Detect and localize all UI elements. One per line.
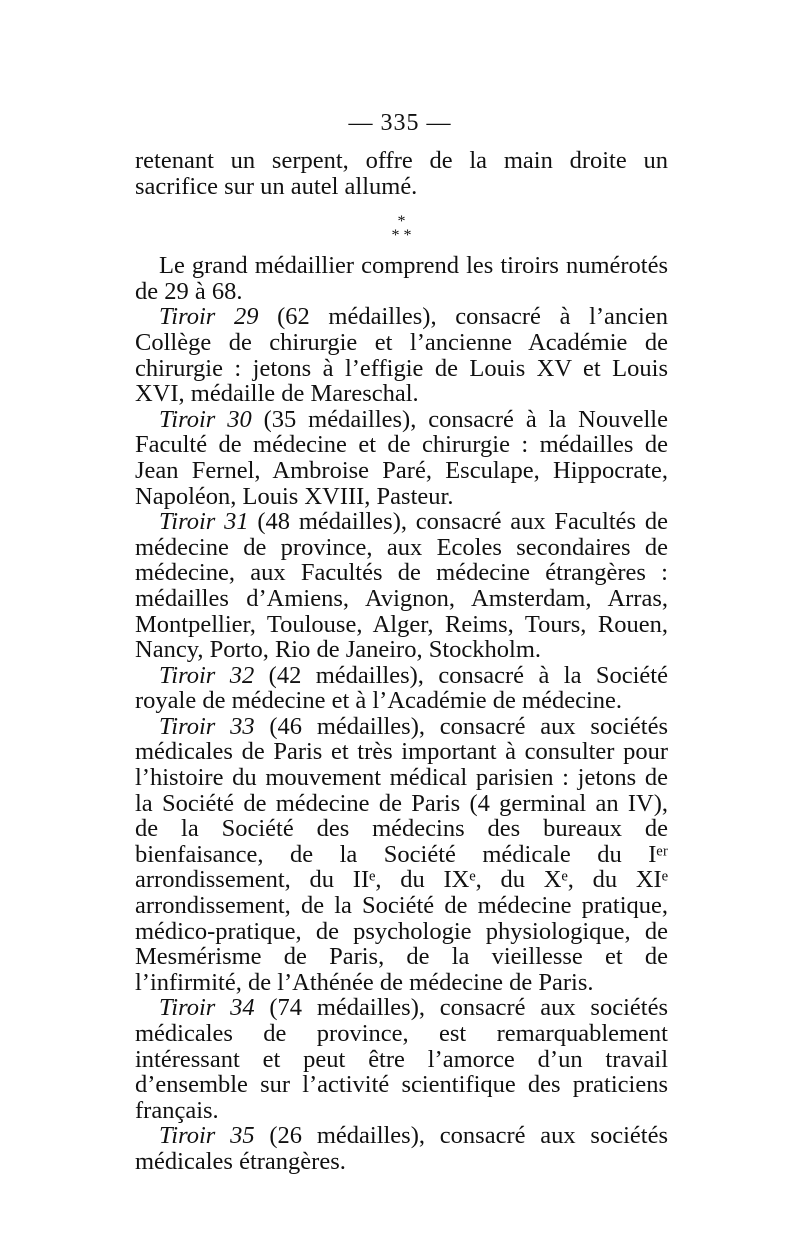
section-separator (135, 215, 668, 243)
tiroir-text: (74 médailles), consacré aux sociétés médicales de province, est remarquablement intéressant et peut être l’amorce d’un travail d’ensemble sur l’activité scientifique des praticiens français. (135, 994, 668, 1124)
tiroir-32-paragraph (135, 663, 668, 714)
tiroir-text: (48 médailles), consacré aux Facultés de médecine de province, aux Ecoles secondaires de médecine, aux Facultés de médecine étrangères : médailles d’Amiens, Avignon, Amsterdam, Arras, Montpellier, Toulouse, Alger, Reims, Tours, Rouen, Nancy, Porto, Rio de Janeiro, Stockholm. (135, 508, 668, 664)
continuation-paragraph: retenant un serpent, offre de la main droite un sacrifice sur un autel allumé. (135, 147, 668, 200)
tiroir-text: (46 médailles), consacré aux sociétés médicales de Paris et très important à consulter pour l’histoire du mouvement médical parisien : jetons de la Société de médecine de Paris (4 germinal an IV), de la Société des médecins des bureaux de bienfaisance, de la Société médicale du Iᵉʳ arrondissement, du IIᵉ, du IXᵉ, du Xᵉ, du XIᵉ arrondissement, de la Société de médecine pratique, médico-pratique, de psychologie physiologique, de Mesmérisme de Paris, de la vieillesse et de l’infirmité, de l’Athénée de médecine de Paris. (135, 712, 668, 996)
tiroir-label: Tiroir 32 (159, 661, 255, 689)
tiroir-33-paragraph (135, 714, 668, 996)
tiroir-label: Tiroir 33 (159, 712, 255, 740)
separator-star-top: * (397, 213, 406, 231)
tiroir-label: Tiroir 29 (159, 303, 259, 331)
separator-stars-bottom: * * (391, 227, 412, 245)
page-number: — 335 — (348, 110, 452, 136)
tiroir-text: (42 médailles), consacré à la Société royale de médecine et à l’Académie de médecine. (135, 661, 668, 715)
tiroir-31-paragraph (135, 509, 668, 663)
tiroir-label: Tiroir 30 (159, 405, 252, 433)
tiroir-text: (62 médailles), consacré à l’ancien Collège de chirurgie et l’ancienne Académie de chirurgie : jetons à l’effigie de Louis XV et Louis XVI, médaille de Mareschal. (135, 303, 668, 408)
tiroir-label: Tiroir 34 (159, 994, 255, 1022)
tiroir-35-paragraph (135, 1123, 668, 1174)
tiroir-label: Tiroir 35 (159, 1122, 255, 1150)
tiroir-text: (35 médailles), consacré à la Nouvelle Faculté de médecine et de chirurgie : médailles de Jean Fernel, Ambroise Paré, Esculape, Hippocrate, Napoléon, Louis XVIII, Pasteur. (135, 405, 668, 510)
tiroir-29-paragraph (135, 304, 668, 406)
tiroir-label: Tiroir 31 (159, 508, 249, 536)
page-body (135, 148, 668, 1175)
intro-paragraph: Le grand médaillier comprend les tiroirs numérotés de 29 à 68. (135, 252, 668, 305)
tiroir-text: (26 médailles), consacré aux sociétés médicales étrangères. (135, 1122, 668, 1175)
tiroir-34-paragraph (135, 995, 668, 1123)
tiroir-30-paragraph (135, 407, 668, 509)
